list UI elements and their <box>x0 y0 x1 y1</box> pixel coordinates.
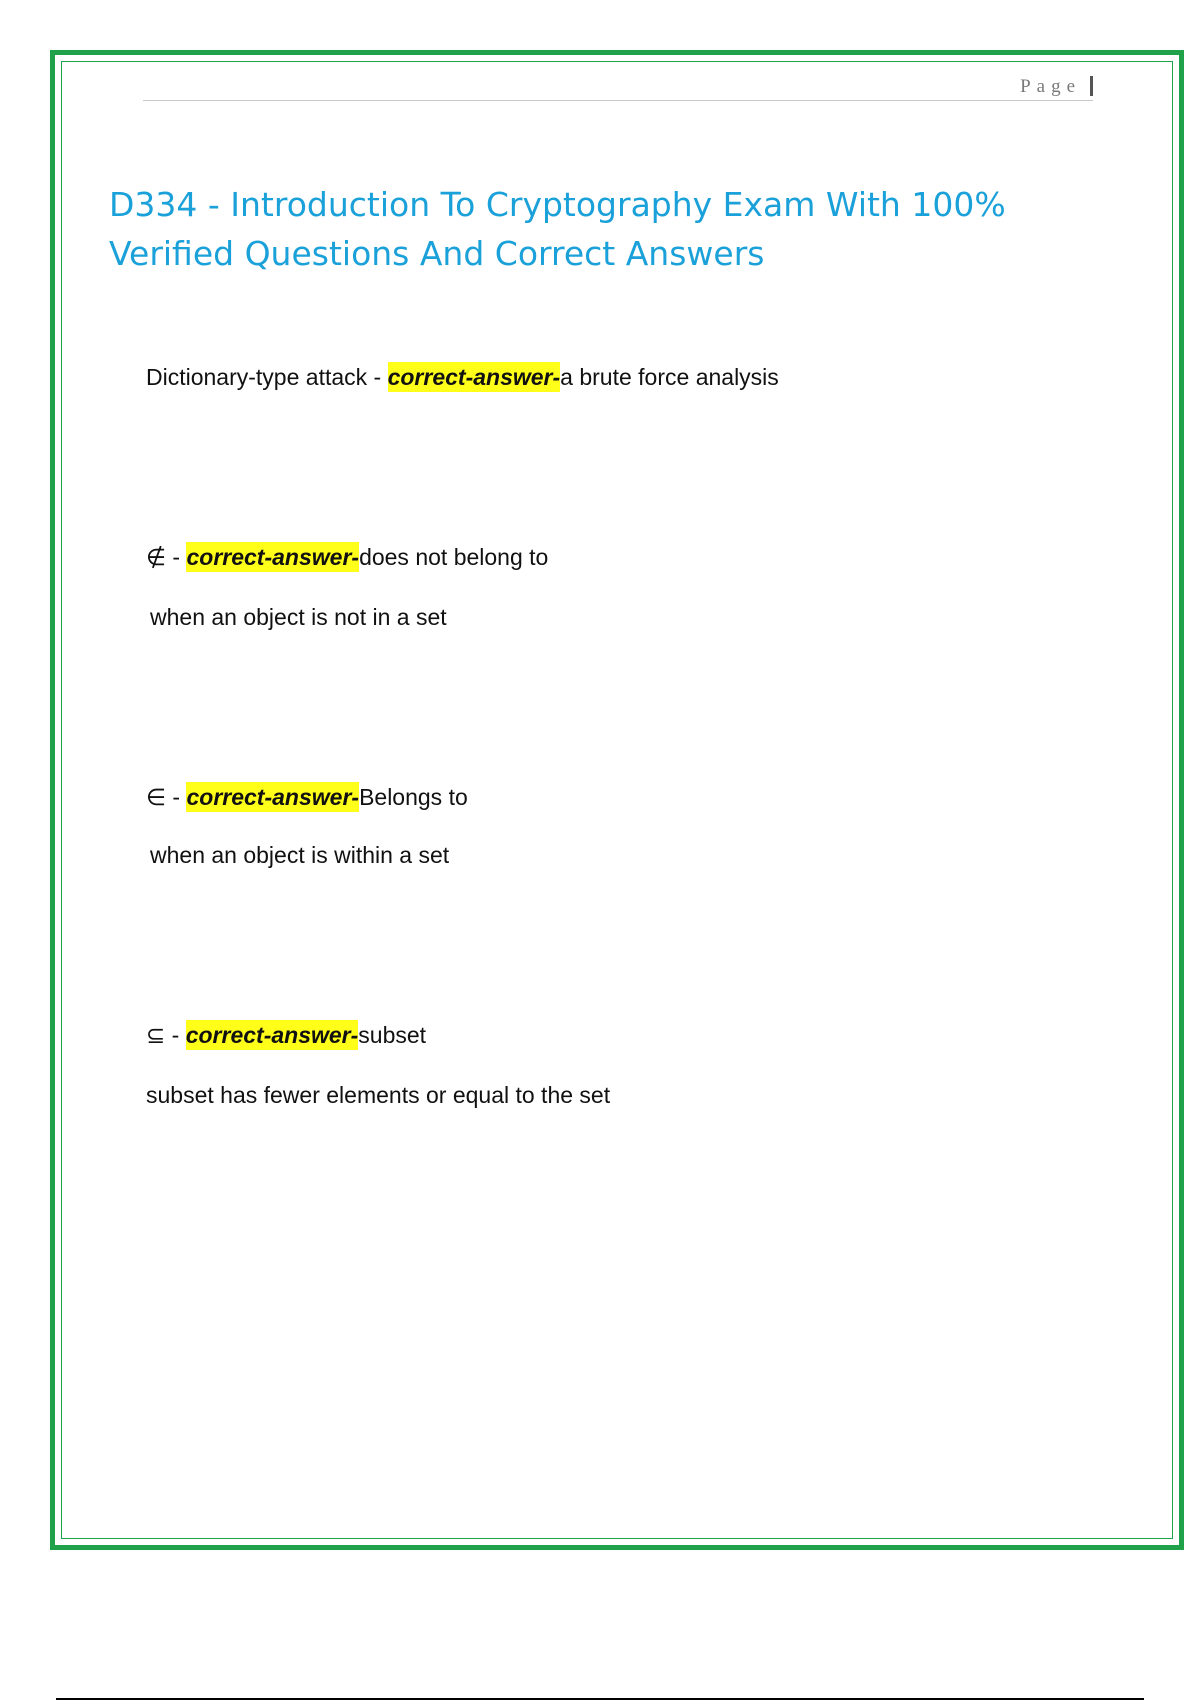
document-title: D334 - Introduction To Cryptography Exam With 100% Verified Questions And Correct Answers <box>109 185 1006 273</box>
qa-term: ⊆ - <box>146 1022 186 1048</box>
qa-question-line <box>146 782 468 812</box>
qa-answer: Belongs to <box>359 784 468 810</box>
qa-answer: subset <box>358 1022 427 1048</box>
qa-answer: a brute force analysis <box>560 364 779 390</box>
answer-marker-highlight: correct-answer- <box>186 784 360 810</box>
qa-term: Dictionary-type attack - <box>146 364 388 390</box>
page-number-separator <box>1090 76 1093 96</box>
qa-detail: when an object is within a set <box>150 842 450 868</box>
answer-marker-highlight: correct-answer- <box>186 544 360 570</box>
qa-term: ∈ - <box>146 784 187 810</box>
qa-question-line <box>146 542 548 572</box>
qa-detail: subset has fewer elements or equal to the set <box>146 1082 611 1108</box>
qa-question-line <box>146 362 779 392</box>
qa-detail: when an object is not in a set <box>150 604 447 630</box>
answer-marker-highlight: correct-answer- <box>185 1022 359 1048</box>
qa-answer: does not belong to <box>359 544 549 570</box>
answer-marker-highlight: correct-answer- <box>387 364 561 390</box>
page-label: Page <box>1020 76 1081 97</box>
qa-term: ∉ - <box>146 544 187 570</box>
page-header <box>143 74 1093 101</box>
qa-question-line <box>146 1020 426 1050</box>
